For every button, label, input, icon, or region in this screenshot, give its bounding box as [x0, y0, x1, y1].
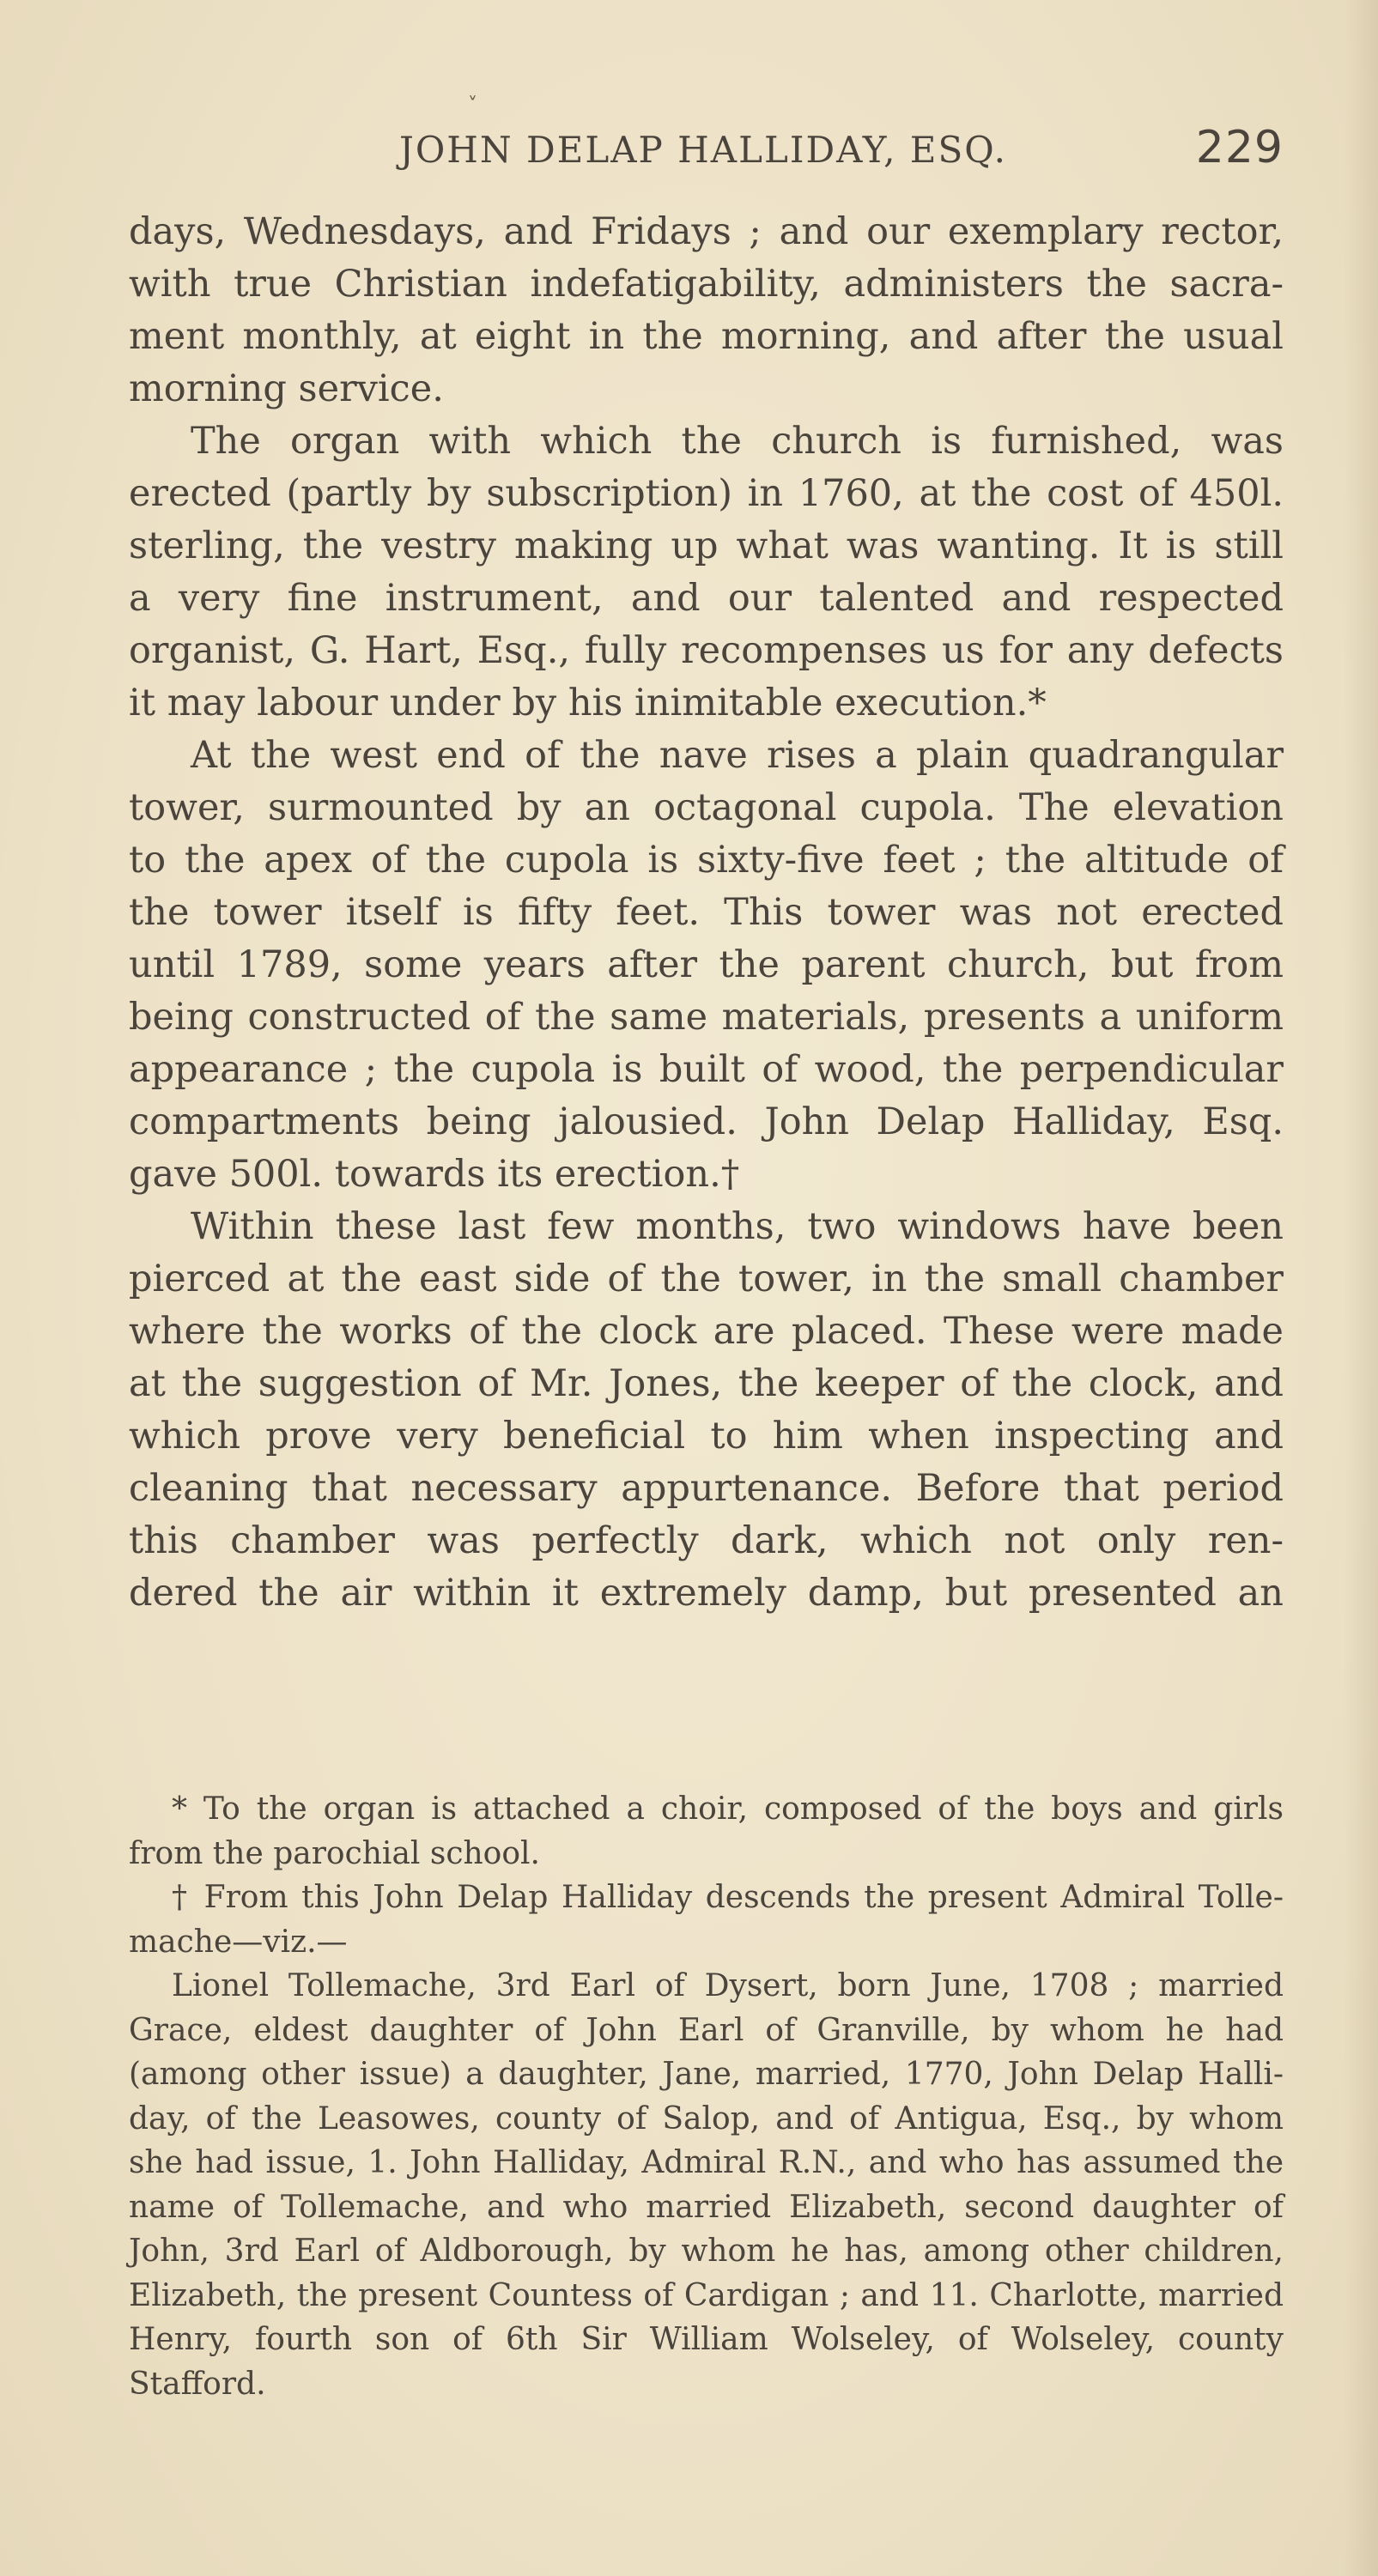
body-line: with true Christian indefatigability, administers the sacra- [129, 263, 1284, 306]
body-line: it may labour under by his inimitable execution.* [129, 682, 1047, 724]
body-line: at the suggestion of Mr. Jones, the keeper of the clock, and [129, 1362, 1284, 1405]
body-line: gave 500l. towards its erection.† [129, 1153, 740, 1196]
body-line: compartments being jalousied. John Delap Halliday, Esq. [129, 1100, 1284, 1143]
body-line: this chamber was perfectly dark, which not only ren- [129, 1519, 1284, 1562]
body-line: organist, G. Hart, Esq., fully recompenses us for any defects [129, 629, 1284, 672]
body-line: a very fine instrument, and our talented and respected [129, 577, 1284, 620]
body-line: cleaning that necessary appurtenance. Before that period [129, 1467, 1284, 1510]
footnotes [129, 1787, 1284, 2406]
body-line: At the west end of the nave rises a plain quadrangular [191, 734, 1284, 777]
page-number: 229 [1195, 122, 1284, 173]
footnote-line: Stafford. [129, 2366, 266, 2402]
footnote-line: name of Tollemache, and who married Elizabeth, second daughter of [129, 2189, 1284, 2225]
body-line: sterling, the vestry making up what was wanting. It is still [129, 524, 1284, 567]
footnote-line: † From this John Delap Halliday descends the present Admiral Tolle- [172, 1880, 1284, 1915]
page-edge-shadow [1344, 0, 1378, 2576]
body-line: which prove very beneficial to him when inspecting and [129, 1415, 1284, 1458]
footnote-line: Grace, eldest daughter of John Earl of Granville, by whom he had [129, 2012, 1284, 2048]
running-head [129, 122, 1284, 180]
footnote-line: from the parochial school. [129, 1835, 540, 1871]
body-line: to the apex of the cupola is sixty-five feet ; the altitude of [129, 839, 1284, 882]
footnote-line: Elizabeth, the present Countess of Cardigan ; and 11. Charlotte, married [129, 2277, 1284, 2313]
footnote-line: mache—viz.— [129, 1924, 348, 1960]
body-line: where the works of the clock are placed. These were made [129, 1310, 1284, 1353]
printer-mark: ˅ [468, 94, 477, 116]
footnote-line: she had issue, 1. John Halliday, Admiral R.N., and who has assumed the [129, 2145, 1284, 2180]
body-line: morning service. [129, 367, 444, 410]
body-line: until 1789, some years after the parent church, but from [129, 943, 1284, 986]
body-line: tower, surmounted by an octagonal cupola. The elevation [129, 786, 1284, 829]
body-line: dered the air within it extremely damp, but presented an [129, 1572, 1284, 1615]
footnote-line: John, 3rd Earl of Aldborough, by whom he has, among other children, [129, 2234, 1284, 2269]
body-line: being constructed of the same materials, presents a uniform [129, 996, 1284, 1039]
body-line: The organ with which the church is furnished, was [191, 420, 1284, 463]
running-title: JOHN DELAP HALLIDAY, ESQ. [399, 129, 1007, 171]
footnote-line: Lionel Tollemache, 3rd Earl of Dysert, born June, 1708 ; married [172, 1968, 1284, 2003]
body-line: pierced at the east side of the tower, in the small chamber [129, 1258, 1284, 1300]
body-line: appearance ; the cupola is built of wood, the perpendicular [129, 1048, 1284, 1091]
body-line: ment monthly, at eight in the morning, and after the usual [129, 315, 1284, 358]
body-line: the tower itself is fifty feet. This tower was not erected [129, 891, 1284, 934]
footnote-line: day, of the Leasowes, county of Salop, and of Antigua, Esq., by whom [129, 2100, 1284, 2137]
body-text [129, 206, 1284, 1620]
body-line: days, Wednesdays, and Fridays ; and our exemplary rector, [129, 210, 1284, 253]
body-line: Within these last few months, two windows have been [191, 1205, 1284, 1248]
footnote-line: Henry, fourth son of 6th Sir William Wolseley, of Wolseley, county [129, 2322, 1284, 2357]
body-line: erected (partly by subscription) in 1760, at the cost of 450l. [129, 472, 1284, 515]
footnote-line: (among other issue) a daughter, Jane, married, 1770, John Delap Halli- [129, 2057, 1284, 2092]
footnote-line: * To the organ is attached a choir, composed of the boys and girls [172, 1791, 1284, 1827]
